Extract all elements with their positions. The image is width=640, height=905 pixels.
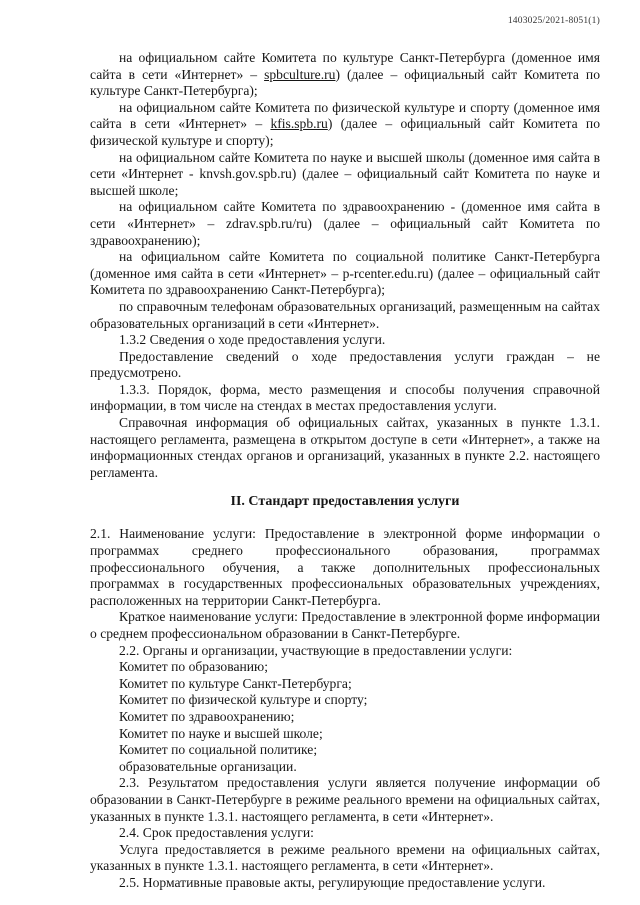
- spbculture-link[interactable]: spbculture.ru: [264, 66, 336, 82]
- paragraph-knvsh: на официальном сайте Комитета по науке и высшей школы (доменное имя сайта в сети «Интернет - knvsh.gov.spb.ru) (далее – официальный сайт Комитета по науке и высшей школе;: [90, 149, 600, 198]
- paragraph-1-3-2: 1.3.2 Сведения о ходе предоставления услуги.: [119, 332, 386, 348]
- paragraph-1-3-3: 1.3.3. Порядок, форма, место размещения и способы получения справочной информации, в том числе на стендах в местах предоставления услуги.: [90, 381, 600, 414]
- paragraph-progress-info: Предоставление сведений о ходе предоставления услуги граждан – не предусмотрено.: [90, 348, 600, 381]
- paragraph-2-2: 2.2. Органы и организации, участвующие в предоставлении услуги:: [119, 642, 513, 658]
- paragraph-short-name: Краткое наименование услуги: Предоставление в электронной форме информации о среднем профессиональном образовании в Санкт-Петербурге.: [90, 609, 600, 641]
- paragraph-2-1: 2.1. Наименование услуги: Предоставление в электронной форме информации о программах среднего профессионального образования, программах профессионального обучения, а также дополнительных профессиональных программах в государственных профессиональных образовательных учреждениях, расположенных на территории Санкт-Петербурга.: [90, 526, 600, 608]
- paragraph-social-policy: на официальном сайте Комитета по социальной политике Санкт-Петербурга (доменное имя сайта в сети «Интернет» – p-rcenter.edu.ru) (далее – официальный сайт Комитета по здравоохранению Санкт-Петербурга);: [90, 249, 600, 298]
- paragraph-2-4: 2.4. Срок предоставления услуги:: [119, 825, 314, 841]
- paragraph-realtime: Услуга предоставляется в режиме реального времени на официальных сайтах, указанных в пункте 1.3.1. настоящего регламента, в сети «Интернет».: [90, 841, 600, 874]
- org-list-item: Комитет по культуре Санкт-Петербурга;: [119, 675, 352, 691]
- section-title: II. Стандарт предоставления услуги: [230, 494, 460, 510]
- org-list-item: Комитет по науке и высшей школе;: [119, 725, 323, 741]
- org-list-item: Комитет по здравоохранению;: [119, 708, 295, 724]
- paragraph-phones: по справочным телефонам образовательных организаций, размещенным на сайтах образовательных организаций в сети «Интернет».: [90, 298, 600, 331]
- document-number: 1403025/2021-8051(1): [507, 16, 600, 26]
- document-body: [90, 50, 600, 892]
- paragraph-zdrav: на официальном сайте Комитета по здравоохранению - (доменное имя сайта в сети «Интернет» – zdrav.spb.ru/ru) (далее – официальный сайт Комитета по здравоохранению);: [90, 199, 600, 248]
- paragraph-2-5: 2.5. Нормативные правовые акты, регулирующие предоставление услуги.: [119, 874, 546, 890]
- org-list-item: Комитет по физической культуре и спорту;: [119, 692, 368, 708]
- paragraph-reference-info: Справочная информация об официальных сайтах, указанных в пункте 1.3.1. настоящего регламента, размещена в открытом доступе в сети «Интернет», а также на информационных стендах органов и организаций, указанных в пункте 2.2. настоящего регламента.: [90, 415, 600, 480]
- org-list-item: Комитет по социальной политике;: [119, 742, 318, 758]
- paragraph-spbculture: на официальном сайте Комитета по культуре Санкт-Петербурга (доменное имя сайта в сети «Интернет» – spbculture.ru) (далее – официальный сайт Комитета по культуре Санкт-Петербурга);: [90, 50, 600, 99]
- kfis-link[interactable]: kfis.spb.ru: [270, 116, 328, 132]
- paragraph-2-3: 2.3. Результатом предоставления услуги является получение информации об образовании в Санкт-Петербурге в режиме реального времени на официальных сайтах, указанных в пункте 1.3.1. настоящего регламента, в сети «Интернет».: [90, 775, 600, 824]
- org-list-item: образовательные организации.: [119, 758, 297, 774]
- paragraph-kfis: на официальном сайте Комитета по физической культуре и спорту (доменное имя сайта в сети «Интернет» – kfis.spb.ru) (далее – официальный сайт Комитета по физической культуре и спорту);: [90, 99, 600, 148]
- org-list-item: Комитет по образованию;: [119, 659, 268, 675]
